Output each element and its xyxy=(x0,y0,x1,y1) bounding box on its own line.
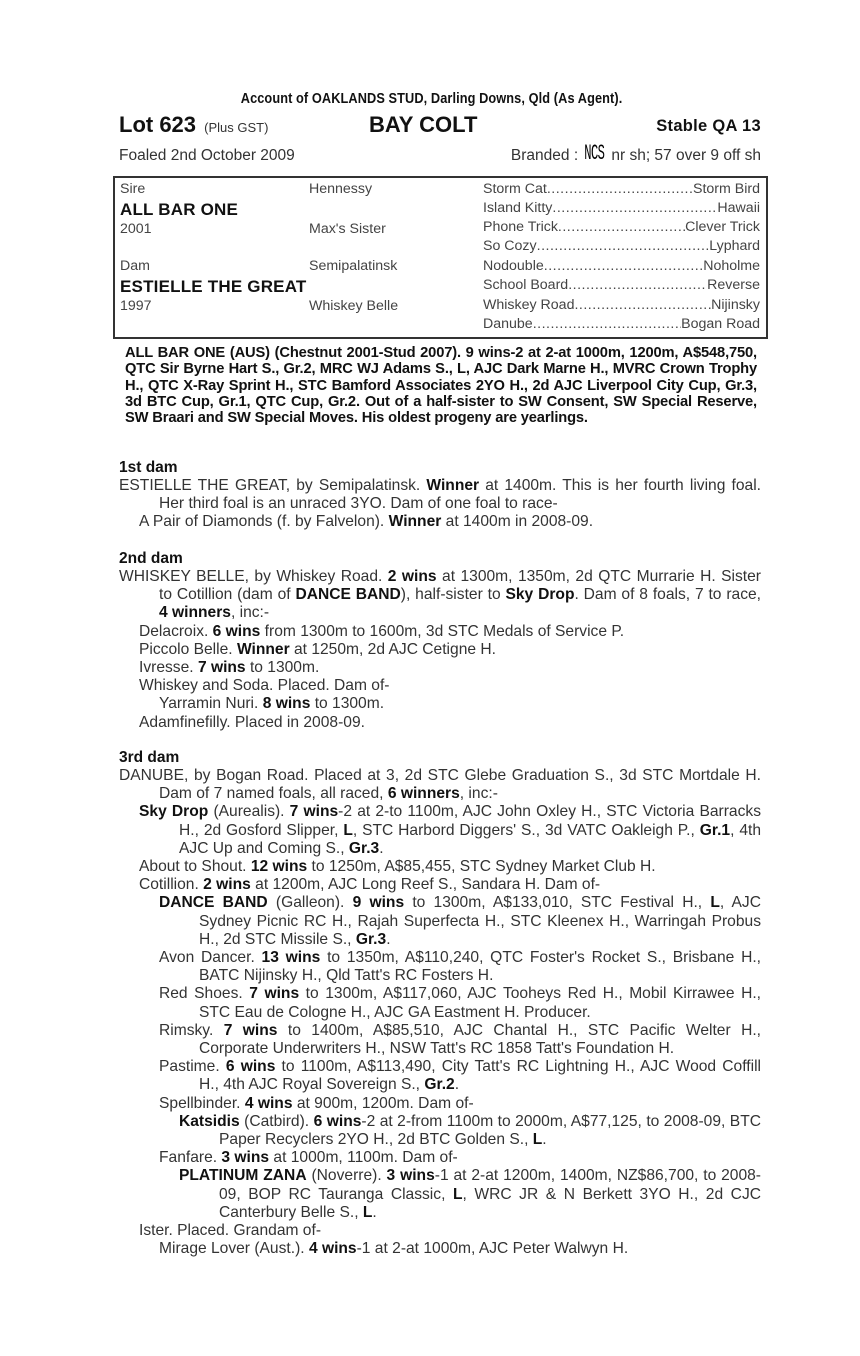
bold-highlight: 7 wins xyxy=(197,659,246,676)
pedigree-entry: WHISKEY BELLE, by Whiskey Road. 2 wins at 1300m, 1350m, 2d QTC Murrarie H. Sister to Cotillion (dam of DANCE BAND), half-sister to Sky Drop. Dam of 8 foals, 7 to race, 4 winners, inc:- xyxy=(119,568,761,622)
bold-highlight: L xyxy=(710,894,720,912)
bold-highlight: PLATINUM ZANA xyxy=(179,1167,307,1185)
leader-dots xyxy=(544,258,703,277)
dam-heading: 2nd dam xyxy=(119,550,183,567)
bold-highlight: 2 wins xyxy=(203,876,251,894)
gp-left: So Cozy xyxy=(483,238,537,254)
sire-label: Sire xyxy=(120,181,146,197)
pedigree-entry: Red Shoes. 7 wins to 1300m, A$117,060, AJC Tooheys Red H., Mobil Kirrawee H., STC Eau de Cologne H., AJC GA Eastment H. Producer. xyxy=(159,985,762,1021)
bold-highlight: 4 wins xyxy=(308,1240,357,1258)
bold-highlight: 6 wins xyxy=(313,1112,362,1130)
pedigree-entry: Rimsky. 7 wins to 1400m, A$85,510, AJC Chantal H., STC Pacific Welter H., Corporate Underwriters H., NSW Tatt's RC 1858 Tatt's Foundation H. xyxy=(159,1021,761,1057)
leader-dots xyxy=(547,181,693,200)
branded-details: nr sh; 57 over 9 off sh xyxy=(611,147,761,164)
bold-highlight: L xyxy=(452,1185,463,1203)
gp-right: Reverse xyxy=(707,277,760,293)
gp-left: Phone Trick xyxy=(483,219,558,235)
pedigree-entry: Cotillion. 2 wins at 1200m, AJC Long Reef S., Sandara H. Dam of- xyxy=(139,876,601,894)
gp-right: Storm Bird xyxy=(692,181,760,197)
leader-dots xyxy=(558,219,685,238)
dam-row xyxy=(120,258,398,278)
sire-year-row xyxy=(120,221,386,241)
pedigree-entry: Spellbinder. 4 wins at 900m, 1200m. Dam of- xyxy=(159,1094,474,1112)
bold-highlight: Winner xyxy=(236,640,290,658)
pedigree-entry: Pastime. 6 wins to 1100m, A$113,490, City Tatt's RC Lightning H., AJC Wood Coffill H., 4th AJC Royal Sovereign S., Gr.2. xyxy=(159,1058,761,1094)
bold-highlight: 4 winners xyxy=(159,604,231,622)
bold-highlight: 6 winners xyxy=(387,785,460,803)
pedigree-entry: Mirage Lover (Aust.). 4 wins-1 at 2-at 1000m, AJC Peter Walwyn H. xyxy=(159,1240,629,1258)
leader-dots xyxy=(533,316,681,335)
pedigree-entry: Avon Dancer. 13 wins to 1350m, A$110,240, QTC Foster's Rocket S., Brisbane H., BATC Nijinsky H., Qld Tatt's RC Fosters H. xyxy=(159,949,761,985)
sire-name: ALL BAR ONE xyxy=(120,200,239,219)
pedigree-entry: Piccolo Belle. Winner at 1250m, 2d AJC Cetigne H. xyxy=(139,640,496,658)
gp-right: Bogan Road xyxy=(681,316,760,332)
leader-dots xyxy=(552,200,717,219)
leader-dots xyxy=(574,297,711,316)
dam-name: ESTIELLE THE GREAT xyxy=(120,277,307,296)
pedigree-entry: DANCE BAND (Galleon). 9 wins to 1300m, A$133,010, STC Festival H., L, AJC Sydney Picnic RC H., Rajah Superfecta H., STC Kleenex H., Warringah Probus H., 2d STC Missile S., Gr.3. xyxy=(159,894,761,948)
bold-highlight: L xyxy=(362,1203,373,1221)
bold-highlight: 9 wins xyxy=(352,894,405,912)
stable-number: Stable QA 13 xyxy=(656,117,761,135)
bold-highlight: Winner xyxy=(388,513,442,531)
sire-sire: Hennessy xyxy=(309,181,373,197)
dam-sire: Semipalatinsk xyxy=(309,258,398,274)
gp-left: Nodouble xyxy=(483,258,544,274)
pedigree-entry: A Pair of Diamonds (f. by Falvelon). Winner at 1400m in 2008-09. xyxy=(139,513,594,531)
pedigree-entry: Ister. Placed. Grandam of- xyxy=(139,1222,322,1239)
dam-year: 1997 xyxy=(120,298,152,314)
foaled-date: Foaled 2nd October 2009 xyxy=(119,147,295,164)
sire-year: 2001 xyxy=(120,221,152,237)
leader-dots xyxy=(537,238,710,257)
dam-label: Dam xyxy=(120,258,150,274)
horse-description: BAY COLT xyxy=(369,112,478,137)
bold-highlight: Sky Drop xyxy=(139,803,209,821)
bold-highlight: 8 wins xyxy=(262,695,311,713)
pedigree-entry: Fanfare. 3 wins at 1000m, 1100m. Dam of- xyxy=(159,1149,458,1167)
sire-row xyxy=(120,181,373,201)
pedigree-entry: DANUBE, by Bogan Road. Placed at 3, 2d STC Glebe Graduation S., 3d STC Mortdale H. Dam of 7 named foals, all raced, 6 winners, inc:- xyxy=(119,767,761,803)
grandparent-row xyxy=(483,219,760,238)
bold-highlight: Winner xyxy=(426,477,480,494)
pedigree-entry: Delacroix. 6 wins from 1300m to 1600m, 3d STC Medals of Service P. xyxy=(139,622,625,640)
bold-highlight: 3 wins xyxy=(221,1149,270,1167)
bold-highlight: 7 wins xyxy=(289,803,339,821)
grandparent-row xyxy=(483,181,760,200)
pedigree-entry: Sky Drop (Aurealis). 7 wins-2 at 2-to 1100m, AJC John Oxley H., STC Victoria Barracks H., 2d Gosford Slipper, L, STC Harbord Diggers' S., 3d VATC Oakleigh P., Gr.1, 4th AJC Up and Coming S., Gr.3. xyxy=(139,803,761,857)
pedigree-entry: PLATINUM ZANA (Noverre). 3 wins-1 at 2-at 1200m, 1400m, NZ$86,700, to 2008-09, BOP RC Tauranga Classic, L, WRC JR & N Berkett 3YO H., 2d CJC Canterbury Belle S., L. xyxy=(179,1167,762,1221)
gp-right: Noholme xyxy=(703,258,760,274)
grandparent-row xyxy=(483,258,760,277)
gp-left: School Board xyxy=(483,277,569,293)
pedigree-entry: Ivresse. 7 wins to 1300m. xyxy=(139,659,320,676)
pedigree-entry: Whiskey and Soda. Placed. Dam of- xyxy=(139,677,390,695)
pedigree-table xyxy=(113,176,768,339)
bold-highlight: 4 wins xyxy=(244,1094,293,1112)
dam-heading: 1st dam xyxy=(119,459,178,476)
gp-left: Whiskey Road xyxy=(483,297,575,313)
gp-left: Storm Cat xyxy=(483,181,547,197)
lot-gst-note: (Plus GST) xyxy=(204,120,269,135)
bold-highlight: DANCE BAND xyxy=(159,894,268,912)
pedigree-entry: Adamfinefilly. Placed in 2008-09. xyxy=(139,713,365,731)
gp-right: Hawaii xyxy=(717,200,760,216)
gp-right: Clever Trick xyxy=(685,219,760,235)
bold-highlight: L xyxy=(343,821,353,839)
gp-right: Lyphard xyxy=(709,238,760,254)
bold-highlight: 3 wins xyxy=(386,1167,435,1185)
pedigree-entry: ESTIELLE THE GREAT, by Semipalatinsk. Winner at 1400m. This is her fourth living foal. Her third foal is an unraced 3YO. Dam of one foal to race- xyxy=(119,477,761,513)
bold-highlight: 6 wins xyxy=(225,1058,276,1076)
branded-info xyxy=(510,141,761,166)
gp-right: Nijinsky xyxy=(711,297,760,313)
grandparent-row xyxy=(483,200,760,219)
leader-dots xyxy=(568,277,707,296)
bold-highlight: 7 wins xyxy=(249,985,300,1003)
lot-label: Lot 623 xyxy=(119,112,197,137)
lot-header xyxy=(119,112,761,142)
dam-dam: Whiskey Belle xyxy=(309,298,399,314)
bold-highlight: DANCE BAND xyxy=(295,586,401,604)
grandparent-row xyxy=(483,277,760,296)
grandparent-row xyxy=(483,238,760,257)
bold-highlight: Gr.2 xyxy=(424,1076,455,1094)
bold-highlight: 6 wins xyxy=(212,622,261,640)
grandparent-row xyxy=(483,297,760,316)
lot-number xyxy=(119,112,268,138)
vendor-account-line: Account of OAKLANDS STUD, Darling Downs, Qld (As Agent). xyxy=(240,91,623,107)
dam-heading: 3rd dam xyxy=(119,749,180,766)
bold-highlight: Katsidis xyxy=(179,1112,240,1130)
gp-left: Island Kitty xyxy=(483,200,553,216)
dam-year-row xyxy=(120,298,399,318)
bold-highlight: Gr.3 xyxy=(355,930,387,948)
grandparent-row xyxy=(483,316,760,335)
bold-highlight: 7 wins xyxy=(223,1021,278,1039)
bold-highlight: Gr.1 xyxy=(699,821,731,839)
bold-highlight: Sky Drop xyxy=(505,586,575,604)
bold-highlight: 12 wins xyxy=(250,858,308,875)
pedigree-entry: Katsidis (Catbird). 6 wins-2 at 2-from 1100m to 2000m, A$77,125, to 2008-09, BTC Paper Recyclers 2YO H., 2d BTC Golden S., L. xyxy=(179,1112,761,1148)
sire-blurb: ALL BAR ONE (AUS) (Chestnut 2001-Stud 2007). 9 wins-2 at 2-at 1000m, 1200m, A$548,750, QTC Sir Byrne Hart S., Gr.2, MRC WJ Adams S., L, AJC Dark Marne H., MVRC Crown Trophy H., QTC X-Ray Sprint H., STC Bamford Associates 2YO H., 2d AJC Liverpool City Cup, Gr.3, 3d BTC Cup, Gr.1, QTC Cup, Gr.2. Out of a half-sister to SW Consent, SW Special Reserve, SW Braari and SW Special Moves. His oldest progeny are yearlings. xyxy=(125,345,757,427)
pedigree-entry: Yarramin Nuri. 8 wins to 1300m. xyxy=(159,695,385,713)
pedigree-entry: About to Shout. 12 wins to 1250m, A$85,455, STC Sydney Market Club H. xyxy=(139,858,656,875)
bold-highlight: 13 wins xyxy=(261,949,321,966)
branded-label: Branded : xyxy=(510,147,579,164)
gp-left: Danube xyxy=(483,316,533,332)
brand-mark-icon: NCS xyxy=(584,141,605,166)
sire-dam: Max's Sister xyxy=(309,221,386,237)
bold-highlight: L xyxy=(532,1131,543,1148)
bold-highlight: Gr.3 xyxy=(348,839,380,857)
bold-highlight: 2 wins xyxy=(387,568,437,585)
